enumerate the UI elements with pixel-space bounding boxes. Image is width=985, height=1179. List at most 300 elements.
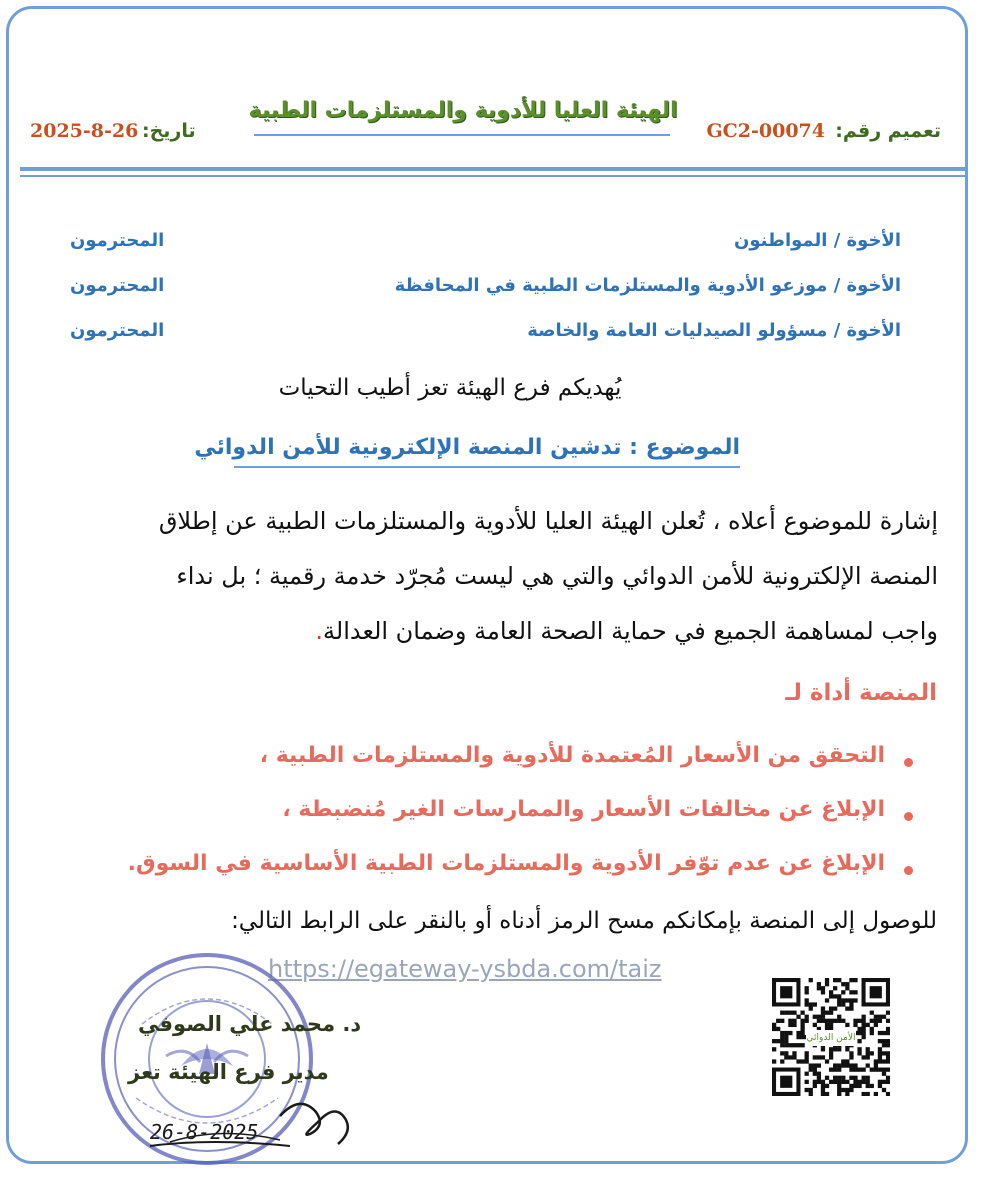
qr-module [821, 986, 825, 990]
bullet-dot-3 [904, 866, 913, 875]
qr-module [853, 1068, 857, 1072]
qr-module [780, 1019, 784, 1023]
qr-module [853, 1076, 857, 1080]
qr-module [837, 1088, 841, 1092]
qr-module [866, 1055, 870, 1059]
bullet-2: الإبلاغ عن مخالفات الأسعار والممارسات الغير مُنضبطة ، [282, 797, 885, 822]
qr-module [845, 1059, 849, 1063]
qr-module [841, 1088, 845, 1092]
qr-module [805, 986, 809, 990]
qr-module [776, 1019, 780, 1023]
qr-module [866, 1080, 870, 1084]
qr-module [882, 1051, 886, 1055]
qr-module [825, 1011, 829, 1015]
qr-module [805, 1072, 809, 1076]
qr-module [849, 1055, 853, 1059]
qr-module [825, 1023, 829, 1027]
recipient-1-honorific: المحترمون [70, 230, 165, 251]
qr-module [866, 1023, 870, 1027]
qr-module [813, 1015, 817, 1019]
qr-module [878, 1068, 882, 1072]
qr-module [772, 1047, 776, 1051]
qr-module [853, 1084, 857, 1088]
qr-module [878, 1047, 882, 1051]
qr-module [870, 1031, 874, 1035]
qr-module [796, 1031, 800, 1035]
qr-module [776, 1039, 780, 1043]
subject-underline [234, 466, 740, 468]
qr-module [805, 1080, 809, 1084]
qr-module [853, 1019, 857, 1023]
qr-module [845, 998, 849, 1002]
qr-module [825, 1092, 829, 1096]
qr-module [886, 1076, 890, 1080]
qr-module [874, 1023, 878, 1027]
qr-module [849, 1068, 853, 1072]
qr-module [829, 1047, 833, 1051]
qr-module [817, 1055, 821, 1059]
qr-module [878, 1039, 882, 1043]
qr-module [853, 990, 857, 994]
bullet-dot-1 [904, 758, 913, 767]
qr-module [845, 1047, 849, 1051]
qr-module [809, 1092, 813, 1096]
qr-module [813, 1084, 817, 1088]
qr-caption: الأمن الدوائي [806, 1030, 856, 1046]
qr-module [821, 1011, 825, 1015]
qr-module [849, 1084, 853, 1088]
qr-module [886, 1043, 890, 1047]
qr-module [845, 986, 849, 990]
qr-module [837, 998, 841, 1002]
recipient-2-honorific: المحترمون [70, 275, 165, 296]
platform-link[interactable]: https://egateway-ysbda.com/taiz [268, 955, 662, 983]
qr-module [780, 1011, 784, 1015]
qr-module [809, 1002, 813, 1006]
qr-module [849, 978, 853, 982]
qr-module [792, 1055, 796, 1059]
qr-module [780, 1031, 784, 1035]
qr-module [829, 1055, 833, 1059]
qr-module [853, 1063, 857, 1067]
qr-module [870, 1027, 874, 1031]
qr-module [821, 1015, 825, 1019]
qr-module [837, 978, 841, 982]
qr-module [862, 1092, 866, 1096]
header-rule-thick [20, 167, 968, 171]
qr-module [886, 1027, 890, 1031]
qr-module [833, 1006, 837, 1010]
qr-module [780, 1043, 784, 1047]
qr-module [829, 1006, 833, 1010]
qr-module [882, 1068, 886, 1072]
qr-module [809, 1063, 813, 1067]
qr-module [800, 1059, 804, 1063]
qr-module [821, 1019, 825, 1023]
qr-module [886, 1059, 890, 1063]
qr-module [866, 1076, 870, 1080]
qr-module [857, 1031, 861, 1035]
qr-module [784, 1035, 788, 1039]
qr-module [784, 1031, 788, 1035]
qr-module [853, 1023, 857, 1027]
qr-module [837, 1084, 841, 1088]
qr-module [874, 1059, 878, 1063]
qr-module [800, 1019, 804, 1023]
qr-module [866, 1092, 870, 1096]
qr-module [833, 1076, 837, 1080]
qr-module [866, 1063, 870, 1067]
qr-module [857, 1047, 861, 1051]
qr-module [878, 1055, 882, 1059]
recipient-3-honorific: المحترمون [70, 320, 165, 341]
subject-line: الموضوع : تدشين المنصة الإلكترونية للأمن الدوائي [194, 435, 740, 460]
qr-module [862, 1080, 866, 1084]
qr-module [837, 1063, 841, 1067]
qr-module [841, 1002, 845, 1006]
qr-module [862, 1027, 866, 1031]
qr-module [829, 1068, 833, 1072]
qr-module [886, 1092, 890, 1096]
qr-module [813, 1080, 817, 1084]
bullet-3: الإبلاغ عن عدم توّفر الأدوية والمستلزمات الطبية الأساسية في السوق. [127, 851, 885, 876]
qr-module [796, 1035, 800, 1039]
qr-finder [780, 986, 792, 998]
qr-module [833, 1068, 837, 1072]
qr-module [862, 1015, 866, 1019]
header-rule-thin [20, 175, 968, 177]
qr-module [886, 1051, 890, 1055]
qr-module [878, 1015, 882, 1019]
qr-module [813, 1063, 817, 1067]
qr-module [849, 1006, 853, 1010]
qr-module [821, 1055, 825, 1059]
qr-module [813, 1023, 817, 1027]
qr-module [874, 1068, 878, 1072]
qr-module [800, 1011, 804, 1015]
qr-module [862, 1055, 866, 1059]
qr-module [825, 1059, 829, 1063]
recipient-3: الأخوة / مسؤولو الصيدليات العامة والخاصة [527, 320, 901, 341]
qr-module [841, 1059, 845, 1063]
qr-module [886, 1039, 890, 1043]
qr-module [878, 1084, 882, 1088]
qr-module [784, 1051, 788, 1055]
qr-module [821, 990, 825, 994]
body-line-3-period: . [315, 617, 324, 645]
qr-module [800, 1035, 804, 1039]
qr-module [841, 1076, 845, 1080]
qr-module [833, 1047, 837, 1051]
qr-module [870, 1011, 874, 1015]
qr-module [837, 1076, 841, 1080]
qr-module [805, 1051, 809, 1055]
qr-module [809, 978, 813, 982]
qr-module [857, 1068, 861, 1072]
qr-module [845, 1023, 849, 1027]
qr-module [841, 1080, 845, 1084]
qr-module [796, 1043, 800, 1047]
qr-module [805, 1055, 809, 1059]
qr-module [825, 978, 829, 982]
qr-module [792, 1043, 796, 1047]
qr-module [788, 1055, 792, 1059]
qr-module [800, 1027, 804, 1031]
qr-module [870, 1084, 874, 1088]
qr-module [788, 1011, 792, 1015]
qr-module [821, 1088, 825, 1092]
qr-module [809, 1006, 813, 1010]
qr-module [849, 1002, 853, 1006]
qr-module [792, 1011, 796, 1015]
qr-module [817, 1076, 821, 1080]
qr-module [849, 990, 853, 994]
qr-module [817, 986, 821, 990]
qr-module [792, 1051, 796, 1055]
qr-module [796, 1015, 800, 1019]
qr-module [886, 1068, 890, 1072]
qr-module [870, 1068, 874, 1072]
qr-module [772, 1059, 776, 1063]
qr-module [862, 1019, 866, 1023]
qr-module [825, 982, 829, 986]
qr-module [878, 1059, 882, 1063]
recipient-2: الأخوة / موزعو الأدوية والمستلزمات الطبية في المحافظة [394, 275, 901, 296]
date-label: تاريخ: [142, 120, 196, 142]
qr-module [857, 1080, 861, 1084]
qr-module [833, 1080, 837, 1084]
qr-module [886, 1031, 890, 1035]
qr-module [817, 982, 821, 986]
qr-module [866, 1047, 870, 1051]
authority-underline [254, 134, 670, 136]
qr-module [870, 1051, 874, 1055]
qr-module [878, 1019, 882, 1023]
qr-module [829, 994, 833, 998]
qr-module [813, 1068, 817, 1072]
qr-module [788, 1043, 792, 1047]
signatory-name: د. محمد علي الصوفي [138, 1012, 362, 1036]
bullet-1: التحقق من الأسعار المُعتمدة للأدوية والمستلزمات الطبية ، [259, 743, 885, 768]
qr-module [780, 1035, 784, 1039]
qr-module [784, 1011, 788, 1015]
qr-module [841, 998, 845, 1002]
qr-module [776, 1027, 780, 1031]
qr-module [780, 1051, 784, 1055]
recipient-1: الأخوة / المواطنون [734, 230, 901, 251]
qr-module [821, 1047, 825, 1051]
qr-module [821, 1084, 825, 1088]
qr-module [874, 1015, 878, 1019]
qr-module [837, 1019, 841, 1023]
qr-module [837, 1080, 841, 1084]
qr-module [825, 998, 829, 1002]
qr-module [874, 1063, 878, 1067]
qr-module [809, 1088, 813, 1092]
greeting: يُهديكم فرع الهيئة تعز أطيب التحيات [278, 375, 622, 401]
handwritten-date: 26-8-2025 [150, 1120, 259, 1144]
qr-module [805, 990, 809, 994]
qr-module [882, 1043, 886, 1047]
qr-module [821, 1092, 825, 1096]
qr-module [829, 990, 833, 994]
qr-module [805, 998, 809, 1002]
qr-module [862, 1035, 866, 1039]
qr-module [837, 1068, 841, 1072]
qr-module [882, 1088, 886, 1092]
qr-module [784, 1055, 788, 1059]
qr-module [796, 1059, 800, 1063]
qr-module [845, 1092, 849, 1096]
qr-finder [780, 1076, 792, 1088]
qr-module [862, 1023, 866, 1027]
qr-module [857, 1051, 861, 1055]
body-line-1: إشارة للموضوع أعلاه ، تُعلن الهيئة العليا للأدوية والمستلزمات الطبية عن إطلاق [158, 507, 938, 535]
body-line-2: المنصة الإلكترونية للأمن الدوائي والتي هي ليست مُجرّد خدمة رقمية ؛ بل نداء [176, 562, 938, 590]
qr-module [857, 1084, 861, 1088]
qr-module [817, 1015, 821, 1019]
qr-module [784, 1043, 788, 1047]
platform-title: المنصة أداة لـ [785, 680, 937, 706]
qr-module [886, 1055, 890, 1059]
qr-module [829, 1019, 833, 1023]
qr-module [866, 1051, 870, 1055]
body-line-3 [30, 617, 938, 645]
qr-module [862, 1076, 866, 1080]
qr-module [805, 1059, 809, 1063]
qr-module [813, 1055, 817, 1059]
qr-module [849, 1063, 853, 1067]
qr-module [829, 1051, 833, 1055]
qr-module [886, 1011, 890, 1015]
authority-title: الهيئة العليا للأدوية والمستلزمات الطبية [248, 98, 678, 123]
qr-module [813, 1072, 817, 1076]
qr-module [849, 998, 853, 1002]
qr-module [882, 1039, 886, 1043]
qr-module [817, 1063, 821, 1067]
qr-module [853, 978, 857, 982]
qr-module [853, 1080, 857, 1084]
qr-module [784, 1039, 788, 1043]
qr-module [817, 1019, 821, 1023]
qr-module [862, 1031, 866, 1035]
qr-module [857, 1027, 861, 1031]
qr-module [882, 1072, 886, 1076]
qr-module [792, 1023, 796, 1027]
qr-module [788, 1023, 792, 1027]
qr-module [878, 1051, 882, 1055]
qr-module [809, 1068, 813, 1072]
qr-module [849, 1088, 853, 1092]
qr-module [845, 1080, 849, 1084]
access-instructions: للوصول إلى المنصة بإمكانكم مسح الرمز أدناه أو بالنقر على الرابط التالي: [231, 908, 937, 934]
qr-module [817, 1072, 821, 1076]
qr-module [800, 1023, 804, 1027]
qr-module [841, 982, 845, 986]
qr-module [833, 978, 837, 982]
qr-module [788, 1031, 792, 1035]
qr-module [833, 994, 837, 998]
qr-module [821, 1006, 825, 1010]
qr-module [841, 1063, 845, 1067]
qr-module [849, 1076, 853, 1080]
qr-module [837, 1015, 841, 1019]
qr-module [829, 1011, 833, 1015]
qr-module [837, 1002, 841, 1006]
qr-module [878, 1080, 882, 1084]
qr-module [886, 1019, 890, 1023]
qr-module [833, 1019, 837, 1023]
qr-module [837, 994, 841, 998]
qr-module [805, 1015, 809, 1019]
qr-module [805, 1002, 809, 1006]
qr-module [813, 1002, 817, 1006]
qr-module [817, 1080, 821, 1084]
bullet-dot-2 [904, 812, 913, 821]
qr-module [845, 982, 849, 986]
qr-module [772, 1039, 776, 1043]
date-value: 2025-8-26 [30, 120, 139, 142]
qr-module [772, 1027, 776, 1031]
qr-module [882, 1059, 886, 1063]
qr-module [772, 1023, 776, 1027]
qr-module [821, 1080, 825, 1084]
qr-module [874, 1019, 878, 1023]
qr-module [829, 1023, 833, 1027]
qr-module [841, 990, 845, 994]
qr-module [874, 1092, 878, 1096]
qr-module [857, 1019, 861, 1023]
qr-module [882, 1080, 886, 1084]
circular-label: تعميم رقم: [835, 120, 941, 142]
qr-module [825, 1084, 829, 1088]
qr-module [833, 986, 837, 990]
circular-number: GC2-00074 [706, 120, 825, 142]
signatory-title: مدير فرع الهيئة تعز [128, 1060, 329, 1084]
qr-module [857, 1039, 861, 1043]
qr-module [882, 1015, 886, 1019]
qr-module [866, 1084, 870, 1088]
qr-module [862, 1068, 866, 1072]
qr-module [837, 1092, 841, 1096]
qr-code[interactable] [772, 978, 890, 1096]
qr-module [882, 1031, 886, 1035]
qr-module [841, 1019, 845, 1023]
qr-module [800, 1043, 804, 1047]
qr-module [825, 1019, 829, 1023]
qr-module [833, 1063, 837, 1067]
qr-module [825, 1076, 829, 1080]
qr-module [805, 1019, 809, 1023]
qr-module [800, 1031, 804, 1035]
qr-module [780, 1059, 784, 1063]
qr-module [853, 998, 857, 1002]
qr-module [829, 1080, 833, 1084]
qr-module [878, 1031, 882, 1035]
body-line-3-text: واجب لمساهمة الجميع في حماية الصحة العامة وضمان العدالة [323, 617, 938, 645]
qr-module [780, 1039, 784, 1043]
qr-module [870, 1019, 874, 1023]
qr-module [886, 1080, 890, 1084]
qr-module [845, 1088, 849, 1092]
qr-finder [870, 986, 882, 998]
qr-module [805, 1088, 809, 1092]
qr-module [792, 1019, 796, 1023]
qr-module [837, 1047, 841, 1051]
qr-module [845, 1006, 849, 1010]
qr-module [845, 1063, 849, 1067]
qr-module [788, 1019, 792, 1023]
